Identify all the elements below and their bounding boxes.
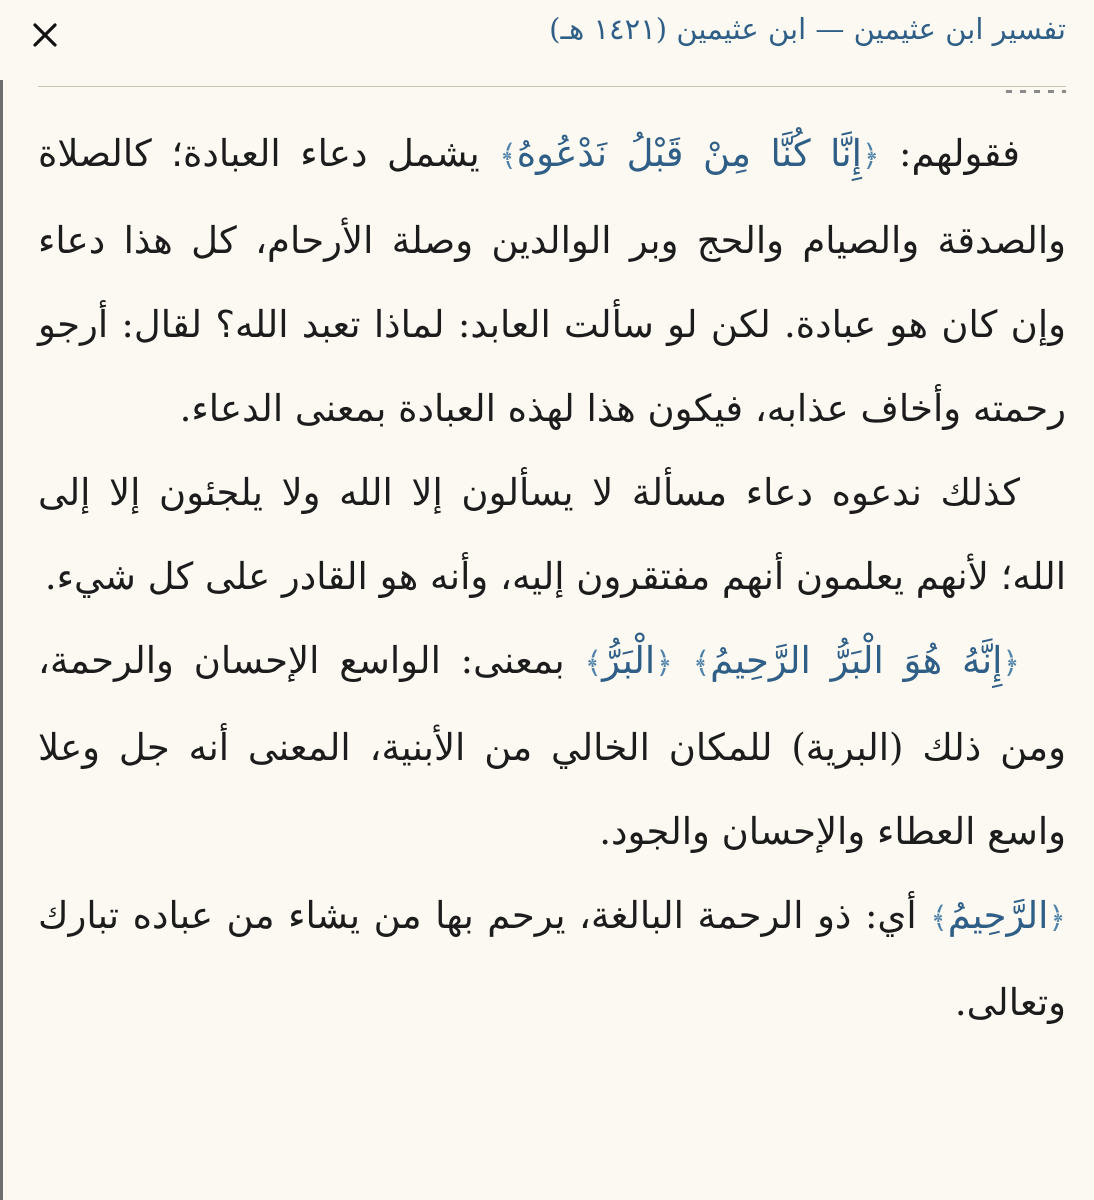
tafsir-text[interactable] <box>38 112 1066 1045</box>
quran-word[interactable]: الرَّحِيمُ <box>947 894 1049 937</box>
close-icon[interactable] <box>28 18 62 52</box>
paragraph-1-lead: فقولهم: <box>879 132 1020 175</box>
quran-bracket-open: ﴿ <box>1048 901 1066 936</box>
book-title: تفسير ابن عثيمين — ابن عثيمين (١٤٢١ هـ) <box>549 12 1066 46</box>
paragraph-3 <box>38 619 1066 874</box>
title-bar <box>0 0 1094 80</box>
title-divider <box>38 86 1066 87</box>
quran-verse[interactable]: إِنَّهُ هُوَ الْبَرُّ الرَّحِيمُ <box>710 639 1003 682</box>
quran-bracket-close: ﴾ <box>692 646 711 681</box>
paragraph-1 <box>38 112 1066 451</box>
quran-bracket-close: ﴾ <box>930 901 948 936</box>
quran-bracket-close: ﴾ <box>499 139 517 174</box>
quran-bracket-open: ﴿ <box>1002 646 1020 681</box>
quran-bracket-open: ﴿ <box>655 646 673 681</box>
paragraph-4 <box>38 874 1066 1045</box>
paragraph-3-body: بمعنى: الواسع الإحسان والرحمة، ومن ذلك (البرية) للمكان الخالي من الأبنية، المعنى أنه جل وعلا واسع العطاء والإحسان والجود. <box>38 639 1066 853</box>
quran-bracket-open: ﴿ <box>861 139 880 174</box>
previous-text-fragment <box>1006 88 1066 98</box>
paragraph-1-body: يشمل دعاء العبادة؛ كالصلاة والصدقة والصيام والحج وبر الوالدين وصلة الأرحام، كل هذا دعاء وإن كان هو عبادة. لكن لو سألت العابد: لماذا تعبد الله؟ لقال: أرجو رحمته وأخاف عذابه، فيكون هذا لهذه العبادة بمعنى الدعاء. <box>38 132 1066 430</box>
close-button[interactable] <box>28 18 62 52</box>
quran-verse[interactable]: إِنَّا كُنَّا مِنْ قَبْلُ نَدْعُوهُ <box>516 132 862 175</box>
quran-word[interactable]: الْبَرُّ <box>602 639 656 682</box>
paragraph-4-body: أي: ذو الرحمة البالغة، يرحم بها من يشاء من عباده تبارك وتعالى. <box>38 894 1066 1024</box>
paragraph-2 <box>38 451 1066 619</box>
quran-bracket-close: ﴾ <box>584 646 603 681</box>
paragraph-2-body: كذلك ندعوه دعاء مسألة لا يسألون إلا الله ولا يلجئون إلا إلى الله؛ لأنهم يعلمون أنهم مفتقرون إليه، وأنه هو القادر على كل شيء. <box>38 471 1066 598</box>
